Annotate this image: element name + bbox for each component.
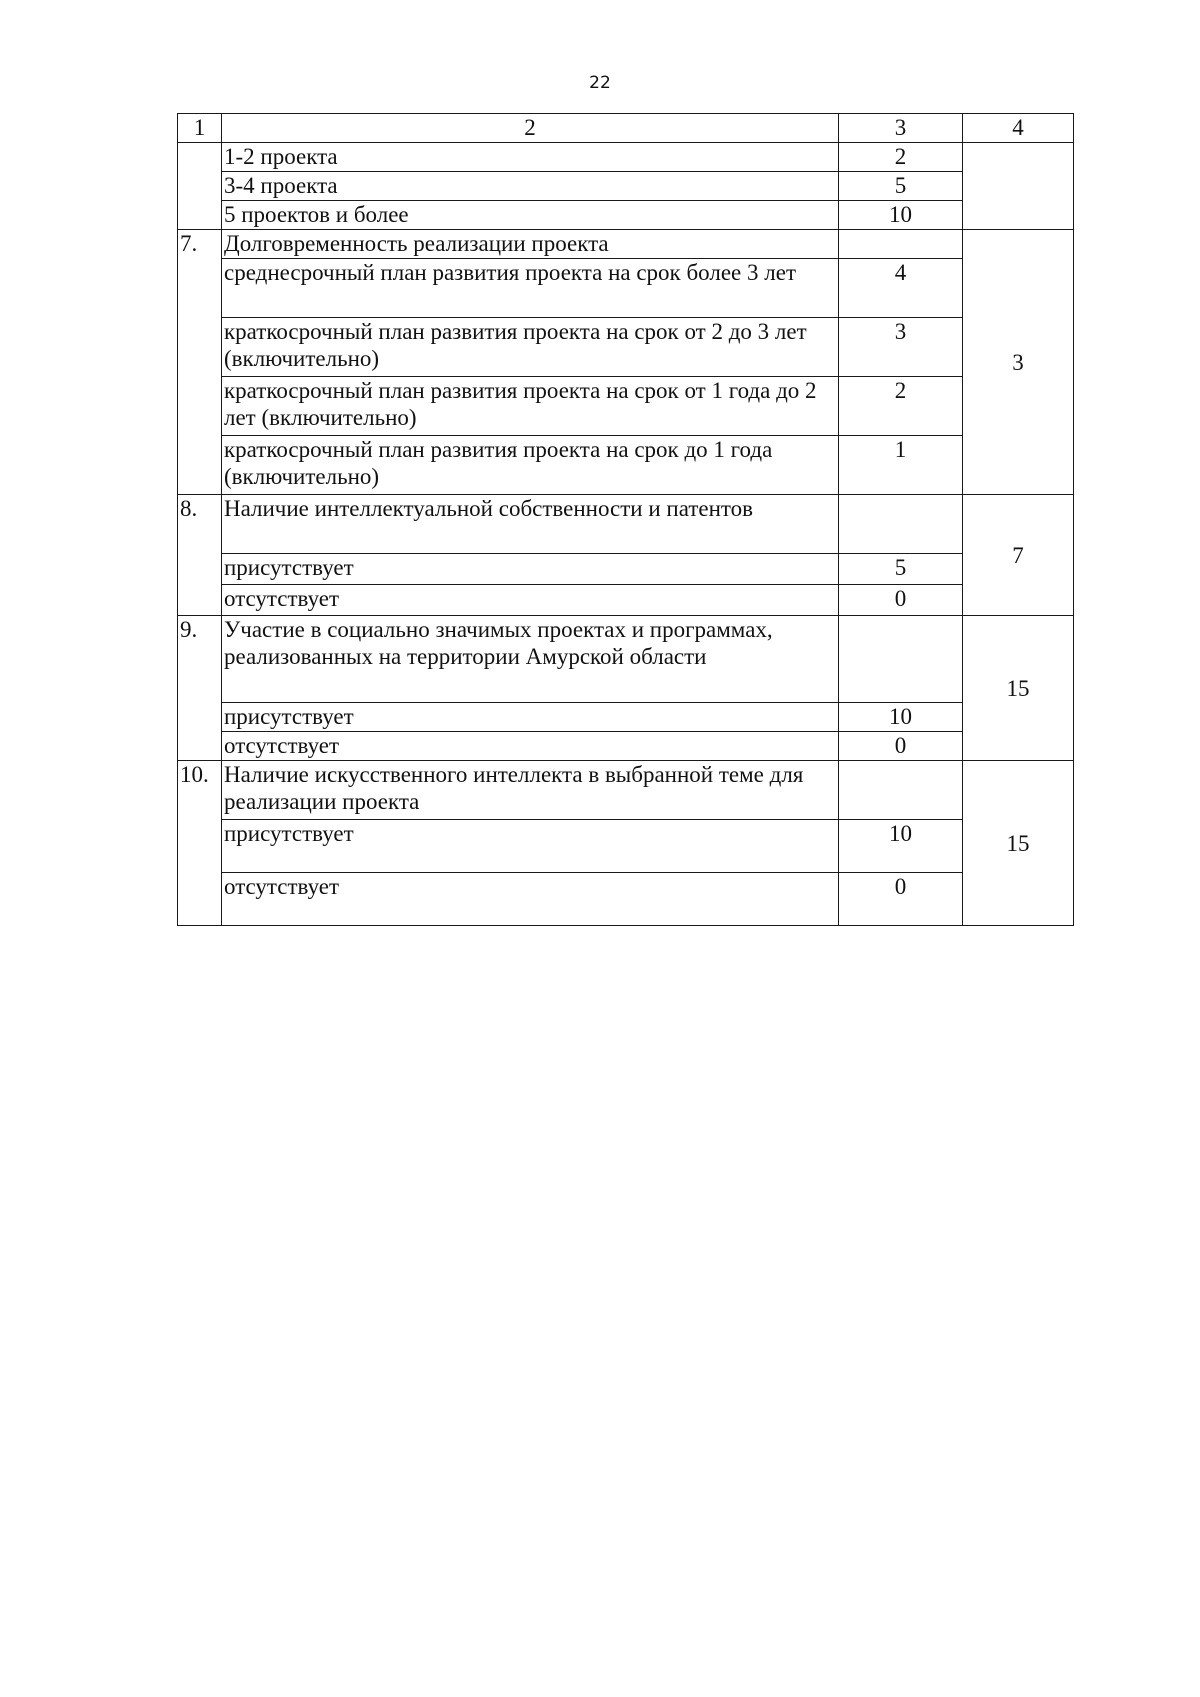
option-label: отсутствует (222, 585, 839, 616)
criterion-number: 10. (178, 761, 222, 926)
criteria-table (177, 113, 1074, 926)
max-points-cell (963, 143, 1074, 230)
table-row (178, 585, 1074, 616)
criterion-title: Участие в социально значимых проектах и программах, реализованных на территории Амурской области (222, 616, 839, 703)
header-col-4: 4 (963, 114, 1074, 143)
table-row (178, 259, 1074, 318)
header-row (178, 114, 1074, 143)
criterion-number-cell (178, 143, 222, 230)
option-points: 2 (839, 143, 963, 172)
option-points: 3 (839, 318, 963, 377)
option-points: 4 (839, 259, 963, 318)
option-label: краткосрочный план развития проекта на срок до 1 года (включительно) (222, 436, 839, 495)
table-row (178, 172, 1074, 201)
table-row (178, 873, 1074, 926)
option-label: 5 проектов и более (222, 201, 839, 230)
option-points: 10 (839, 820, 963, 873)
criterion-title: Долговременность реализации проекта (222, 230, 839, 259)
option-label: присутствует (222, 820, 839, 873)
page-number: 22 (589, 73, 611, 93)
criterion-number: 7. (178, 230, 222, 495)
criterion-title-points (839, 761, 963, 820)
header-col-1: 1 (178, 114, 222, 143)
table-row (178, 732, 1074, 761)
option-points: 1 (839, 436, 963, 495)
option-label: присутствует (222, 554, 839, 585)
option-points: 5 (839, 554, 963, 585)
criterion-number: 9. (178, 616, 222, 761)
max-points: 15 (963, 616, 1074, 761)
table-row (178, 820, 1074, 873)
criterion-title-points (839, 230, 963, 259)
option-points: 0 (839, 585, 963, 616)
criterion-number: 8. (178, 495, 222, 616)
table-row (178, 318, 1074, 377)
option-label: присутствует (222, 703, 839, 732)
option-label: отсутствует (222, 873, 839, 926)
max-points: 15 (963, 761, 1074, 926)
table-row (178, 201, 1074, 230)
option-points: 0 (839, 732, 963, 761)
table-row (178, 703, 1074, 732)
criterion-title-points (839, 495, 963, 554)
option-points: 10 (839, 201, 963, 230)
option-label: 3-4 проекта (222, 172, 839, 201)
table-row (178, 143, 1074, 172)
option-points: 2 (839, 377, 963, 436)
criterion-title: Наличие искусственного интеллекта в выбранной теме для реализации проекта (222, 761, 839, 820)
criterion-title-row (178, 616, 1074, 703)
option-points: 10 (839, 703, 963, 732)
criterion-title-points (839, 616, 963, 703)
option-label: среднесрочный план развития проекта на срок более 3 лет (222, 259, 839, 318)
option-points: 5 (839, 172, 963, 201)
option-label: краткосрочный план развития проекта на срок от 1 года до 2 лет (включительно) (222, 377, 839, 436)
header-col-2: 2 (222, 114, 839, 143)
option-label: отсутствует (222, 732, 839, 761)
option-label: краткосрочный план развития проекта на срок от 2 до 3 лет (включительно) (222, 318, 839, 377)
table-row (178, 554, 1074, 585)
criterion-title-row (178, 495, 1074, 554)
option-label: 1-2 проекта (222, 143, 839, 172)
header-col-3: 3 (839, 114, 963, 143)
option-points: 0 (839, 873, 963, 926)
criterion-title-row (178, 761, 1074, 820)
criterion-title-row (178, 230, 1074, 259)
table-row (178, 436, 1074, 495)
criterion-title: Наличие интеллектуальной собственности и патентов (222, 495, 839, 554)
max-points: 7 (963, 495, 1074, 616)
max-points: 3 (963, 230, 1074, 495)
table-row (178, 377, 1074, 436)
